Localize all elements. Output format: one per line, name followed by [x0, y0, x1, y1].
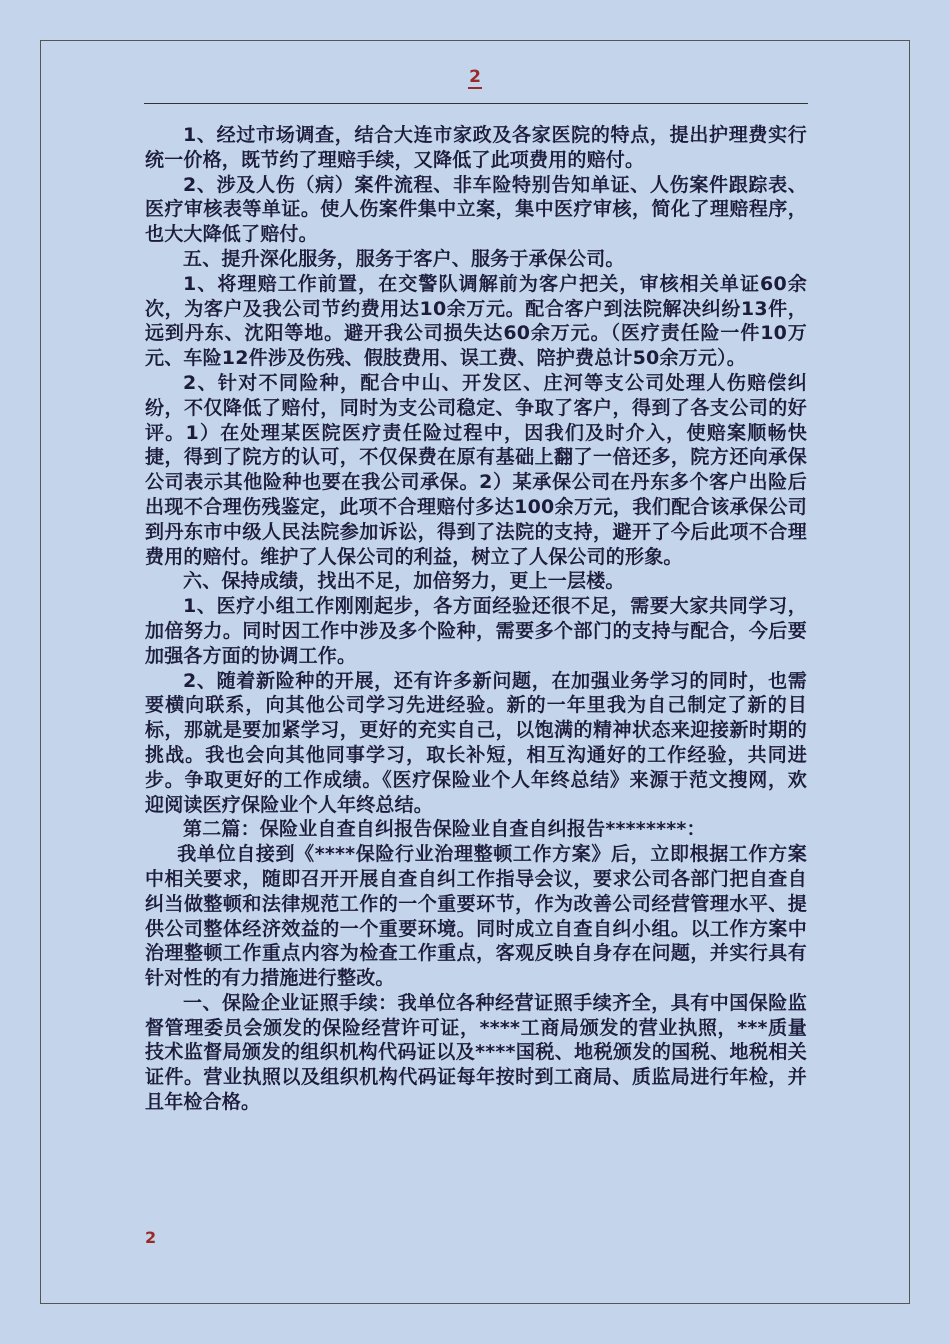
- document-page: [40, 40, 910, 1304]
- section-heading: 五、提升深化服务，服务于客户、服务于承保公司。: [183, 247, 625, 270]
- paragraph: 1、经过市场调查，结合大连市家政及各家医院的特点，提出护理费实行统一价格，既节约了理赔手续，又降低了此项费用的赔付。: [145, 124, 807, 171]
- document-body: [145, 123, 807, 1115]
- header-page-number: 2: [469, 67, 481, 87]
- header-divider: [144, 103, 808, 104]
- section-heading: 六、保持成绩，找出不足，加倍努力，更上一层楼。: [183, 570, 625, 593]
- paragraph: 2、随着新险种的开展，还有许多新问题，在加强业务学习的同时，也需要横向联系，向其他公司学习先进经验。新的一年里我为自己制定了新的目标，那就是要加紧学习，更好的充实自己，以饱满的精神状态来迎接新时期的挑战。我也会向其他同事学习，取长补短，相互沟通好的工作经验，共同进步。争取更好的工作成绩。《医疗保险业个人年终总结》来源于范文搜网，欢迎阅读医疗保险业个人年终总结。: [145, 669, 807, 816]
- paragraph: 2、涉及人伤（病）案件流程、非车险特别告知单证、人伤案件跟踪表、医疗审核表等单证。使人伤案件集中立案，集中医疗审核，简化了理赔程序，也大大降低了赔付。: [145, 173, 807, 246]
- paragraph: 我单位自接到《****保险行业治理整顿工作方案》后，立即根据工作方案中相关要求，随即召开开展自查自纠工作指导会议，要求公司各部门把自查自纠当做整顿和法律规范工作的一个重要环节，作为改善公司经营管理水平、提供公司整体经济效益的一个重要环境。同时成立自查自纠小组。以工作方案中治理整顿工作重点内容为检查工作重点，客观反映自身存在问题，并实行具有针对性的有力措施进行整改。: [145, 843, 807, 990]
- footer-page-number: 2: [145, 1228, 157, 1247]
- paragraph: 2、针对不同险种，配合中山、开发区、庄河等支公司处理人伤赔偿纠纷，不仅降低了赔付，同时为支公司稳定、争取了客户，得到了各支公司的好评。1）在处理某医院医疗责任险过程中，因我们及时介入，使赔案顺畅快捷，得到了院方的认可，不仅保费在原有基础上翻了一倍还多，院方还向承保公司表示其他险种也要在我公司承保。2）某承保公司在丹东多个客户出险后出现不合理伤残鉴定，此项不合理赔付多达100余万元，我们配合该承保公司到丹东市中级人民法院参加诉讼，得到了法院的支持，避开了今后此项不合理费用的赔付。维护了人保公司的利益，树立了人保公司的形象。: [145, 371, 807, 568]
- chapter-heading: 第二篇：保险业自查自纠报告保险业自查自纠报告********：: [183, 818, 706, 841]
- paragraph: 一、保险企业证照手续：我单位各种经营证照手续齐全，具有中国保险监督管理委员会颁发的保险经营许可证，****工商局颁发的营业执照，***质量技术监督局颁发的组织机构代码证以及****国税、地税颁发的国税、地税相关证件。营业执照以及组织机构代码证每年按时到工商局、质监局进行年检，并且年检合格。: [145, 991, 807, 1114]
- paragraph: 1、将理赔工作前置，在交警队调解前为客户把关，审核相关单证60余次，为客户及我公司节约费用达10余万元。配合客户到法院解决纠纷13件，远到丹东、沈阳等地。避开我公司损失达60余万元。（医疗责任险一件10万元、车险12件涉及伤残、假肢费用、误工费、陪护费总计50余万元）。: [145, 272, 807, 370]
- paragraph: 1、医疗小组工作刚刚起步，各方面经验还很不足，需要大家共同学习，加倍努力。同时因工作中涉及多个险种，需要多个部门的支持与配合，今后要加强各方面的协调工作。: [145, 595, 807, 667]
